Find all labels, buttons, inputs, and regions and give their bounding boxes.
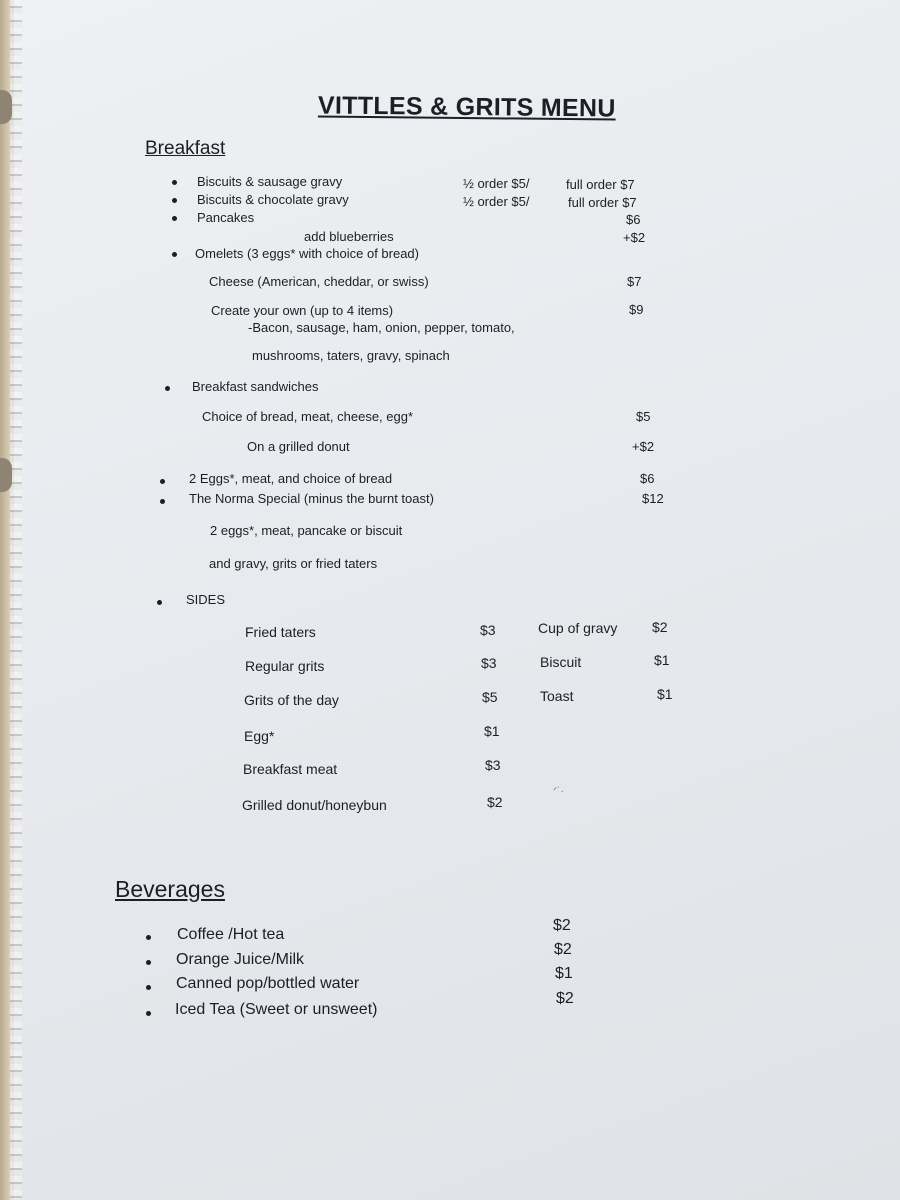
binder-hole-icon (0, 458, 12, 492)
menu-item-name: 2 Eggs*, meat, and choice of bread (189, 471, 393, 486)
side-item-price: $5 (482, 689, 498, 705)
bullet (146, 960, 151, 965)
beverages-heading: Beverages (115, 876, 225, 902)
menu-item-name: Breakfast sandwiches (192, 379, 319, 394)
beverage-price: $2 (554, 941, 572, 958)
side-item-name: Fried taters (245, 624, 316, 640)
beverage-price: $2 (553, 917, 571, 934)
menu-item-price: $9 (629, 302, 644, 317)
paper-mark: ᐟ˙· (553, 786, 564, 797)
menu-item-detail: and gravy, grits or fried taters (209, 556, 378, 571)
menu-item-name: Pancakes (197, 210, 255, 225)
sides-heading: SIDES (186, 592, 226, 607)
menu-item-name: Biscuits & sausage gravy (197, 174, 343, 189)
menu-item-name: Cheese (American, cheddar, or swiss) (209, 274, 429, 289)
bullet (146, 1011, 151, 1016)
side-item-price: $3 (481, 655, 497, 671)
side-item-price: $2 (487, 794, 503, 810)
bullet (172, 216, 177, 221)
bullet (160, 499, 165, 504)
menu-item-name: Choice of bread, meat, cheese, egg* (202, 409, 414, 424)
side-item-name: Grilled donut/honeybun (242, 797, 387, 813)
menu-page (14, 0, 900, 1200)
bullet (160, 479, 165, 484)
bullet (146, 985, 151, 990)
menu-item-detail: 2 eggs*, meat, pancake or biscuit (210, 523, 403, 538)
menu-item-price: $6 (640, 471, 655, 486)
menu-item-price: $12 (642, 491, 664, 506)
bullet (172, 252, 177, 257)
side-item-price: $3 (485, 757, 501, 773)
side-item-name: Egg* (244, 728, 275, 744)
bullet (146, 935, 151, 940)
menu-item-full-price: full order $7 (568, 195, 637, 210)
bullet (157, 600, 162, 605)
side-item-price: $1 (654, 652, 670, 668)
beverage-name: Orange Juice/Milk (176, 951, 305, 968)
sheet-protector-strip (10, 0, 22, 1200)
menu-item-half-price: ½ order $5/ (463, 176, 530, 191)
side-item-price: $1 (484, 723, 500, 739)
beverage-name: Coffee /Hot tea (177, 926, 285, 943)
side-item-name: Toast (540, 688, 574, 704)
menu-item-name: The Norma Special (minus the burnt toast) (189, 491, 434, 506)
bullet (172, 180, 177, 185)
binder-hole-icon (0, 90, 12, 124)
bullet (165, 386, 170, 391)
side-item-price: $2 (652, 619, 668, 635)
menu-addon-price: +$2 (623, 230, 646, 245)
menu-item-detail: mushrooms, taters, gravy, spinach (252, 348, 450, 363)
menu-item-half-price: ½ order $5/ (463, 194, 530, 209)
menu-item-price: $5 (636, 409, 651, 424)
menu-item-detail: -Bacon, sausage, ham, onion, pepper, tomato, (248, 320, 515, 335)
side-item-name: Cup of gravy (538, 620, 618, 636)
menu-addon-name: On a grilled donut (247, 439, 350, 454)
menu-item-name: Omelets (3 eggs* with choice of bread) (195, 246, 419, 261)
menu-addon-price: +$2 (632, 439, 655, 454)
beverage-name: Canned pop/bottled water (176, 975, 360, 992)
menu-item-name: Biscuits & chocolate gravy (197, 192, 349, 207)
menu-item-name: Create your own (up to 4 items) (211, 303, 394, 318)
side-item-name: Grits of the day (244, 692, 339, 708)
side-item-price: $1 (657, 686, 673, 702)
side-item-name: Regular grits (245, 658, 325, 674)
beverage-price: $2 (556, 990, 574, 1007)
beverage-price: $1 (555, 965, 573, 982)
menu-item-price: $6 (626, 212, 641, 227)
breakfast-heading: Breakfast (145, 138, 226, 159)
side-item-name: Biscuit (540, 654, 582, 670)
menu-item-full-price: full order $7 (566, 177, 635, 192)
side-item-name: Breakfast meat (243, 761, 338, 777)
menu-title: VITTLES & GRITS MENU (317, 91, 616, 123)
beverage-name: Iced Tea (Sweet or unsweet) (175, 1001, 378, 1018)
menu-item-price: $7 (627, 274, 642, 289)
menu-addon-name: add blueberries (304, 229, 394, 244)
bullet (172, 198, 177, 203)
side-item-price: $3 (480, 622, 496, 638)
